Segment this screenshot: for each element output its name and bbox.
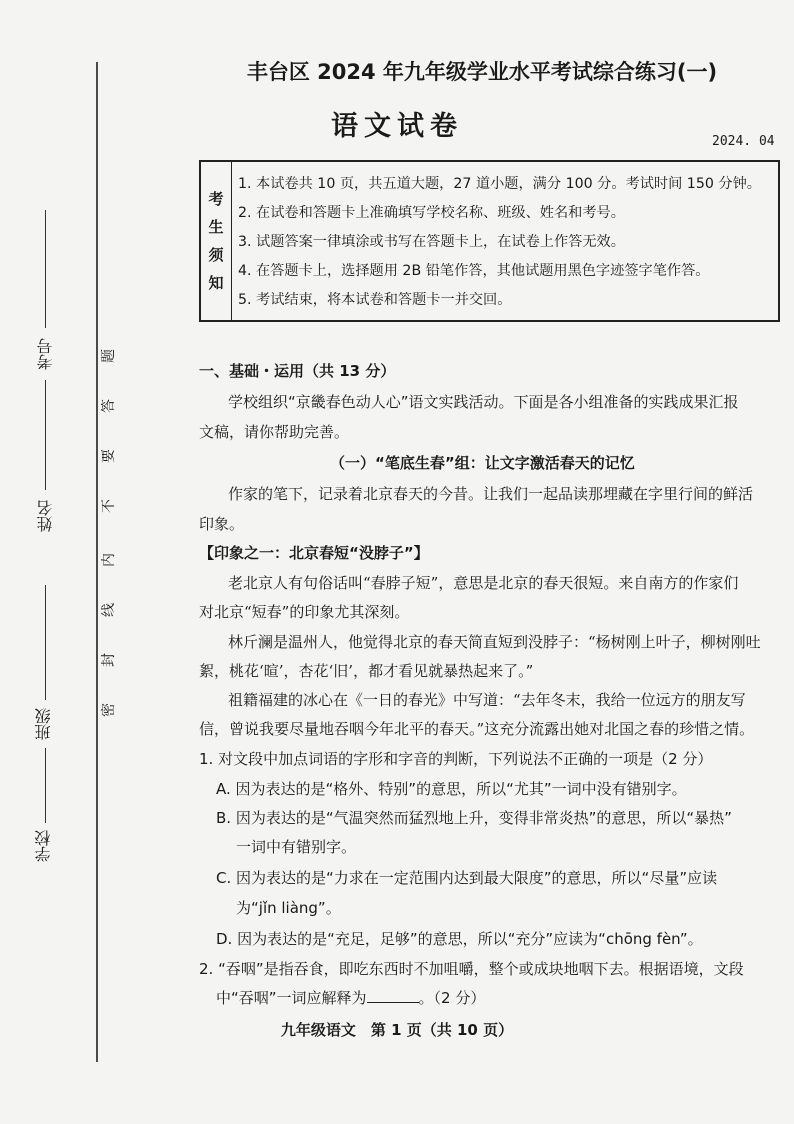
page-footer: 九年级语文 第 1 页（共 10 页） [280,1021,514,1039]
question-2-line [216,987,485,1008]
notice-head-char: 知 [208,274,224,292]
exam-no-blank[interactable] [45,210,46,328]
seal-char: 答 [101,399,117,413]
question-1-option-b-cont: 一词中有错别字。 [236,838,357,856]
notice-head-char: 生 [208,218,224,236]
question-1-option-c: C. 因为表达的是“力求在一定范围内达到最大限度”的意思，所以“尽量”应读 [216,869,718,887]
notice-head-char: 须 [208,246,224,264]
passage-line: 对北京“短春”的印象尤其深刻。 [199,603,410,621]
question-1-option-d: D. 因为表达的是“充足，足够”的意思，所以“充分”应读为“chōng fèn”。 [216,930,703,948]
intro-text: 文稿，请你帮助完善。 [199,423,350,441]
passage-line: 絮，桃花‘暄’，杏花‘旧’，都才看见就暴热起来了。” [199,662,534,680]
seal-char: 题 [101,349,117,363]
passage-line: 祖籍福建的冰心在《一日的春光》中写道：“去年冬末，我给一位远方的朋友写 [228,691,746,709]
exam-title: 丰台区 2024 年九年级学业水平考试综合练习(一) [246,60,718,84]
exam-no-label: 考号 [36,338,55,370]
intro-text: 学校组织“京畿春色动人心”语文实践活动。下面是各小组准备的实践成果汇报 [228,393,739,411]
question-2-points: 。（2 分） [418,989,486,1007]
seal-char: 不 [101,499,117,513]
seal-char: 要 [101,449,117,463]
answer-blank[interactable] [367,988,419,1003]
passage-line: 老北京人有句俗话叫“春脖子短”，意思是北京的春天很短。来自南方的作家们 [228,574,739,592]
group-intro: 印象。 [199,515,245,533]
seal-char: 封 [101,653,117,667]
question-1-stem: 1. 对文段中加点词语的字形和字音的判断，下列说法不正确的一项是（2 分） [199,750,713,768]
seal-char: 密 [101,703,117,717]
notice-list [232,162,761,320]
paper-subtitle: 语文试卷 [331,111,463,142]
notice-item: 3. 试题答案一律填涂或书写在答题卡上，在试卷上作答无效。 [238,234,625,250]
name-label: 姓名 [36,500,55,532]
school-label: 学校 [34,830,53,862]
passage-line: 林斤澜是温州人，他觉得北京的春天简直短到没脖子：“杨树刚上叶子，柳树刚吐 [228,633,761,651]
question-2-stem: 2. “吞咽”是指吞食，即吃东西时不加咀嚼，整个或成块地咽下去。根据语境，文段 [199,960,744,978]
candidate-notice-box [199,160,780,322]
question-1-option-b: B. 因为表达的是“气温突然而猛烈地上升，变得非常炎热”的意思，所以“暴热” [216,809,732,827]
notice-heading [201,162,232,320]
notice-item: 1. 本试卷共 10 页，共五道大题，27 道小题，满分 100 分。考试时间 150 分钟。 [238,176,761,192]
question-1-option-a: A. 因为表达的是“格外、特别”的意思，所以“尤其”一词中没有错别字。 [216,780,687,798]
question-2-text: 中“吞咽”一词应解释为 [216,989,367,1007]
section-heading: 一、基础・运用（共 13 分） [199,362,396,380]
class-label: 班级 [34,708,53,740]
question-1-option-c-cont: 为“jǐn liàng”。 [236,899,341,917]
impression-title: 【印象之一：北京春短“没脖子”】 [199,544,429,562]
seal-char: 内 [101,553,117,567]
class-blank[interactable] [45,585,46,700]
school-blank[interactable] [45,748,46,823]
exam-date: 2024. 04 [712,134,775,149]
group-title: （一）“笔底生春”组：让文字激活春天的记忆 [330,454,635,472]
notice-item: 4. 在答题卡上，选择题用 2B 铅笔作答，其他试题用黑色字迹签字笔作答。 [238,263,710,279]
name-blank[interactable] [45,380,46,490]
group-intro: 作家的笔下，记录着北京春天的今昔。让我们一起品读那埋藏在字里行间的鲜活 [228,485,754,503]
notice-item: 2. 在试卷和答题卡上准确填写学校名称、班级、姓名和考号。 [238,205,625,221]
seal-char: 线 [101,603,117,617]
notice-head-char: 考 [208,190,224,208]
passage-line: 信，曾说我要尽量地吞咽今年北平的春天。”这充分流露出她对北国之春的珍惜之情。 [199,720,755,738]
notice-item: 5. 考试结束，将本试卷和答题卡一并交回。 [238,292,512,308]
